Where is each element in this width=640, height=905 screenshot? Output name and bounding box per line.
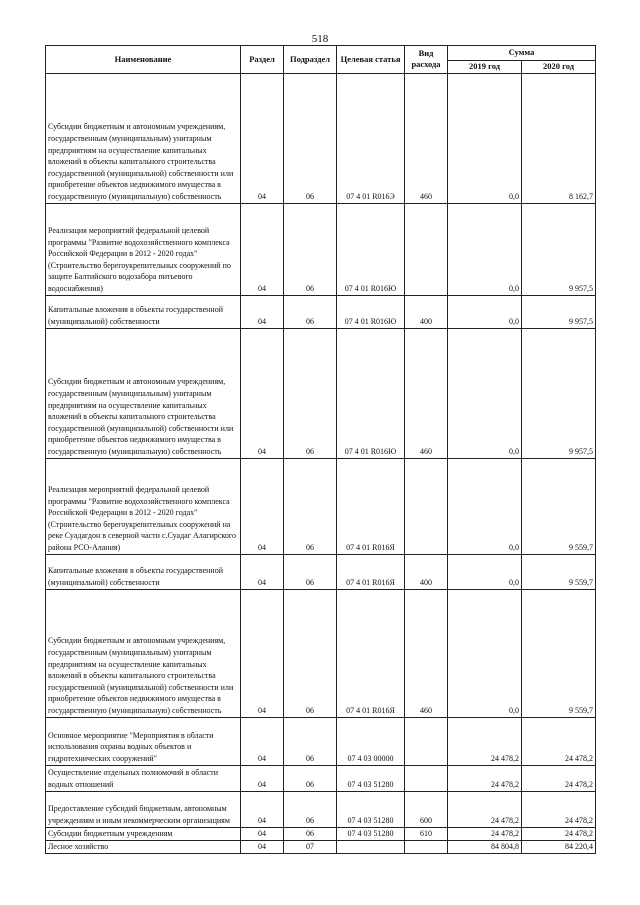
row-target-cell: 07 4 01 R016Я	[337, 554, 405, 589]
row-type-cell: 460	[405, 589, 448, 717]
row-2020-cell: 24 478,2	[522, 827, 596, 840]
budget-table	[45, 45, 596, 854]
row-section-cell: 04	[241, 717, 284, 765]
header-name: Наименование	[46, 46, 241, 74]
row-name-cell: Основное мероприятие "Мероприятия в области использования охраны водных объектов и гидротехнических сооружений"	[46, 717, 241, 765]
header-target-article: Целевая статья	[337, 46, 405, 74]
row-2020-cell: 9 559,7	[522, 458, 596, 554]
table-row	[46, 328, 596, 458]
row-2020-cell: 84 220,4	[522, 840, 596, 853]
header-sum: Сумма	[448, 46, 596, 61]
table-row	[46, 765, 596, 791]
table-header	[46, 46, 596, 74]
row-name-cell: Лесное хозяйство	[46, 840, 241, 853]
row-section-cell: 04	[241, 765, 284, 791]
header-section: Раздел	[241, 46, 284, 74]
row-2020-cell: 9 957,5	[522, 328, 596, 458]
row-section-cell: 04	[241, 554, 284, 589]
row-2019-cell: 24 478,2	[448, 791, 522, 827]
row-section-cell: 04	[241, 295, 284, 328]
row-name-cell: Субсидии бюджетным и автономным учреждениям, государственным (муниципальным) унитарным предприятиям на осуществление капитальных вложений в объекты капитального строительства государственной (муниципальной) собственности или приобретение объектов недвижимого имущества в государственную (муниципальную) собственность	[46, 328, 241, 458]
row-type-cell	[405, 717, 448, 765]
row-2020-cell: 9 957,5	[522, 295, 596, 328]
row-type-cell	[405, 765, 448, 791]
row-target-cell: 07 4 01 R016Ю	[337, 328, 405, 458]
row-name-cell: Реализация мероприятий федеральной целевой программы "Развитие водохозяйственного комплекса Российской Федерации в 2012 - 2020 годах" (Строительство берегоукрепительных сооружений на реке Суадагдон в северной части с.Суадаг Алагирского района РСО-Алания)	[46, 458, 241, 554]
row-name-cell: Реализация мероприятий федеральной целевой программы "Развитие водохозяйственного комплекса Российской Федерации в 2012 - 2020 годах" (Строительство берегоукрепительных сооружений по защите Балтийского водозабора питьевого водоснабжения)	[46, 203, 241, 295]
row-subsection-cell: 06	[284, 791, 337, 827]
row-2020-cell: 9 957,5	[522, 203, 596, 295]
row-target-cell: 07 4 01 R016Ю	[337, 203, 405, 295]
table-row	[46, 73, 596, 203]
row-name-cell: Субсидии бюджетным и автономным учреждениям, государственным (муниципальным) унитарным предприятиям на осуществление капитальных вложений в объекты капитального строительства государственной (муниципальной) собственности или приобретение объектов недвижимого имущества в государственную (муниципальную) собственность	[46, 589, 241, 717]
row-type-cell	[405, 458, 448, 554]
table-row	[46, 589, 596, 717]
row-2020-cell: 24 478,2	[522, 765, 596, 791]
row-2020-cell: 8 162,7	[522, 73, 596, 203]
row-target-cell: 07 4 03 51280	[337, 827, 405, 840]
row-type-cell: 610	[405, 827, 448, 840]
row-type-cell	[405, 203, 448, 295]
row-type-cell: 600	[405, 791, 448, 827]
row-subsection-cell: 06	[284, 295, 337, 328]
row-section-cell: 04	[241, 827, 284, 840]
row-2019-cell: 24 478,2	[448, 765, 522, 791]
page-number: 518	[311, 33, 329, 45]
row-name-cell: Осуществление отдельных полномочий в области водных отношений	[46, 765, 241, 791]
row-2019-cell: 0,0	[448, 589, 522, 717]
row-section-cell: 04	[241, 840, 284, 853]
table-row	[46, 791, 596, 827]
row-subsection-cell: 06	[284, 589, 337, 717]
row-section-cell: 04	[241, 791, 284, 827]
row-target-cell: 07 4 01 R016Я	[337, 589, 405, 717]
row-target-cell: 07 4 03 51280	[337, 765, 405, 791]
row-subsection-cell: 06	[284, 328, 337, 458]
header-subsection: Подраздел	[284, 46, 337, 74]
row-2019-cell: 24 478,2	[448, 827, 522, 840]
row-subsection-cell: 06	[284, 203, 337, 295]
row-2020-cell: 9 559,7	[522, 554, 596, 589]
row-section-cell: 04	[241, 73, 284, 203]
header-year-2019: 2019 год	[448, 61, 522, 74]
table-row	[46, 203, 596, 295]
row-section-cell: 04	[241, 589, 284, 717]
row-type-cell: 400	[405, 554, 448, 589]
row-name-cell: Предоставление субсидий бюджетным, автономным учреждениям и иным некоммерческим организациям	[46, 791, 241, 827]
row-name-cell: Субсидии бюджетным и автономным учреждениям, государственным (муниципальным) унитарным предприятиям на осуществление капитальных вложений в объекты капитального строительства государственной (муниципальной) собственности или приобретение объектов недвижимого имущества в государственную (муниципальную) собственность	[46, 73, 241, 203]
row-name-cell: Капитальные вложения в объекты государственной (муниципальной) собственности	[46, 554, 241, 589]
row-name-cell: Капитальные вложения в объекты государственной (муниципальной) собственности	[46, 295, 241, 328]
row-target-cell: 07 4 01 R016Э	[337, 73, 405, 203]
row-target-cell	[337, 840, 405, 853]
row-name-cell: Субсидии бюджетным учреждениям	[46, 827, 241, 840]
header-year-2020: 2020 год	[522, 61, 596, 74]
row-subsection-cell: 06	[284, 717, 337, 765]
header-expense-type: Вид расхода	[405, 46, 448, 74]
row-type-cell	[405, 840, 448, 853]
row-subsection-cell: 06	[284, 554, 337, 589]
row-target-cell: 07 4 01 R016Ю	[337, 295, 405, 328]
row-2019-cell: 0,0	[448, 328, 522, 458]
row-2019-cell: 84 804,8	[448, 840, 522, 853]
table-row	[46, 458, 596, 554]
row-type-cell: 460	[405, 73, 448, 203]
row-2019-cell: 0,0	[448, 458, 522, 554]
table-body	[46, 73, 596, 853]
row-2020-cell: 9 559,7	[522, 589, 596, 717]
row-type-cell: 400	[405, 295, 448, 328]
table-row	[46, 827, 596, 840]
row-2019-cell: 0,0	[448, 554, 522, 589]
row-2020-cell: 24 478,2	[522, 717, 596, 765]
table-row	[46, 295, 596, 328]
row-subsection-cell: 07	[284, 840, 337, 853]
row-section-cell: 04	[241, 203, 284, 295]
row-2020-cell: 24 478,2	[522, 791, 596, 827]
row-subsection-cell: 06	[284, 765, 337, 791]
row-2019-cell: 0,0	[448, 295, 522, 328]
table-row	[46, 717, 596, 765]
row-subsection-cell: 06	[284, 458, 337, 554]
row-section-cell: 04	[241, 458, 284, 554]
row-type-cell: 460	[405, 328, 448, 458]
table-row	[46, 554, 596, 589]
row-target-cell: 07 4 01 R016Я	[337, 458, 405, 554]
row-target-cell: 07 4 03 51280	[337, 791, 405, 827]
row-target-cell: 07 4 03 00000	[337, 717, 405, 765]
row-2019-cell: 0,0	[448, 73, 522, 203]
row-2019-cell: 24 478,2	[448, 717, 522, 765]
row-section-cell: 04	[241, 328, 284, 458]
row-subsection-cell: 06	[284, 73, 337, 203]
row-subsection-cell: 06	[284, 827, 337, 840]
row-2019-cell: 0,0	[448, 203, 522, 295]
table-row	[46, 840, 596, 853]
